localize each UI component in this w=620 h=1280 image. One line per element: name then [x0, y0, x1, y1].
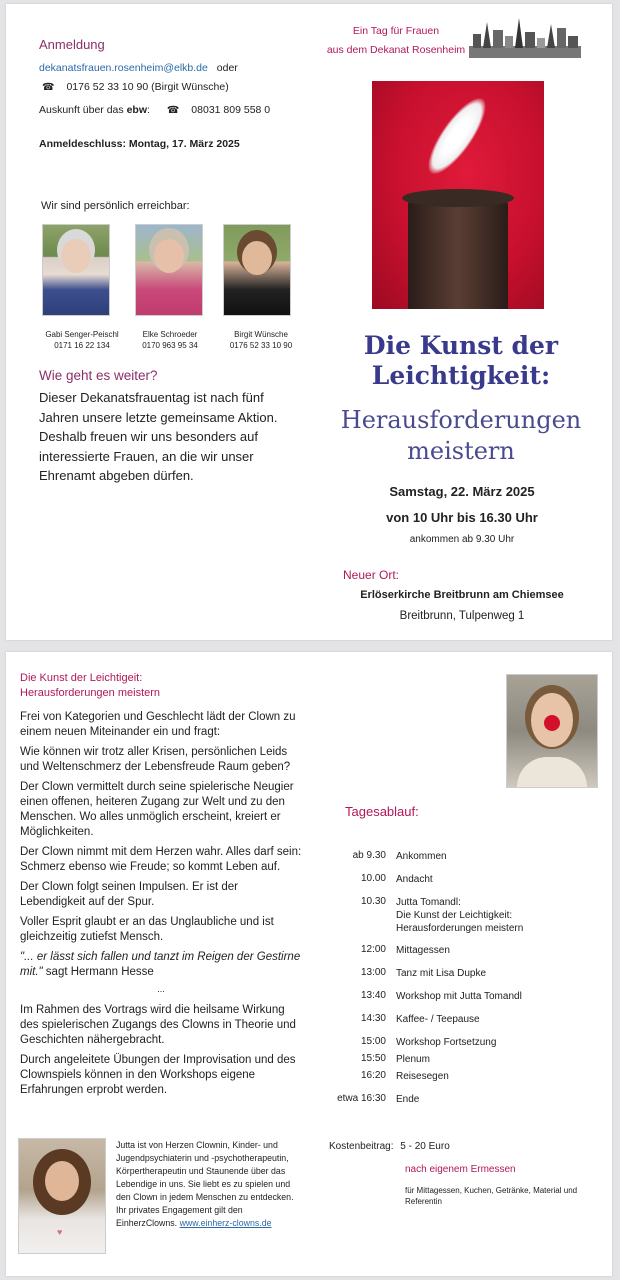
bio-text: Jutta ist von Herzen Clownin, Kinder- und Jugendpsychiaterin und -psychotherapeutin, Körpertherapeutin und Staunende über das Lebendige in uns. Sie liebt es zu spielen und den Clown in jedem Menschen zu entdecken. Ihr privates Engagement gilt den EinherzClowns. [116, 1140, 294, 1228]
subtitle-line2: meistern [407, 437, 515, 465]
paragraph: Durch angeleitete Übungen der Improvisation und des Clownspiels können in den Workshops eigene Erfahrungen erprobt werden. [20, 1054, 296, 1096]
inside-heading [20, 671, 160, 701]
cost-label: Kostenbeitrag: [329, 1141, 394, 1152]
event-title [331, 331, 591, 391]
skyline-image [469, 16, 581, 58]
flyer-page-front [6, 4, 612, 640]
schedule-item: Kaffee- / Teepause [396, 1014, 480, 1025]
schedule-time: 10.30 [360, 896, 386, 907]
tagesablauf-heading: Tagesablauf: [345, 804, 419, 819]
schedule-item: Ende [396, 1094, 420, 1105]
schedule-time: 15:00 [360, 1036, 386, 1047]
schedule-item: Mittagessen [396, 945, 450, 956]
cost-value: 5 - 20 Euro [400, 1141, 450, 1152]
contact-email-line [39, 62, 238, 74]
contact-photo-gabi [42, 224, 110, 316]
jutta-bio [116, 1139, 296, 1230]
schedule-item: Andacht [396, 874, 433, 885]
email-link[interactable]: dekanatsfrauen.rosenheim@elkb.de [39, 62, 208, 74]
quote-author: sagt Hermann Hesse [42, 966, 154, 978]
reachable-heading: Wir sind persönlich erreichbar: [41, 200, 190, 212]
contact-phone: 0170 963 95 34 [142, 341, 198, 350]
schedule-time: 15:50 [360, 1053, 386, 1064]
jutta-photo: ♥ [18, 1138, 106, 1254]
wie-geht-es-weiter-heading: Wie geht es weiter? [39, 368, 158, 383]
contact-name: Gabi Senger-Peischl [45, 330, 119, 339]
description-block [20, 710, 302, 1098]
phone-number: 0176 52 33 10 90 (Birgit Wünsche) [66, 81, 229, 93]
cost-line [329, 1141, 450, 1152]
cost-note: für Mittagessen, Kuchen, Getränke, Material und Referentin [405, 1186, 578, 1206]
venue-address: Breitbrunn, Tulpenweg 1 [399, 610, 525, 622]
paragraph: Voller Esprit glaubt er an das Unglaubliche und ist gleichzeitig zutiefst Mensch. [20, 916, 274, 943]
auskunft-phone: 08031 809 558 0 [191, 104, 271, 116]
title-line2: Leichtigkeit: [371, 361, 551, 390]
event-date: Samstag, 22. März 2025 [389, 484, 535, 499]
phone-icon: ☎ [166, 105, 180, 116]
schedule-time: 13:40 [360, 990, 386, 1001]
paragraph: Der Clown vermittelt durch seine spielerische Neugier einen offenen, heiteren Zugang zur Welt und zu den Menschen. Wo alles unmöglich erscheint, kreiert er Möglichkeiten. [20, 781, 294, 838]
schedule-table [326, 850, 606, 1110]
paragraph: Der Clown nimmt mit dem Herzen wahr. Alles darf sein: Schmerz ebenso wie Freude; so kommt Leben auf. [20, 846, 302, 873]
schedule-item: Plenum [396, 1054, 430, 1065]
phone-icon: ☎ [42, 82, 55, 93]
ellipsis-divider: ... [157, 984, 165, 994]
schedule-item: Workshop Fortsetzung [396, 1037, 497, 1048]
contact-birgit [218, 329, 304, 351]
contact-phone: 0171 16 22 134 [54, 341, 110, 350]
schedule-item-line: Die Kunst der Leichtigkeit: [396, 910, 513, 921]
event-subtitle [316, 405, 606, 467]
schedule-time: 14:30 [360, 1013, 386, 1024]
schedule-time: 13:00 [360, 967, 386, 978]
schedule-time: 12:00 [360, 944, 386, 955]
phone-line [42, 81, 229, 93]
schedule-item [396, 896, 546, 935]
auskunft-suffix: : [146, 104, 150, 116]
einherz-link[interactable]: www.einherz-clowns.de [179, 1218, 272, 1228]
contact-phone: 0176 52 33 10 90 [229, 341, 293, 350]
header-tagline [321, 22, 471, 60]
quote-text: "... er lässt sich fallen und tanzt im Reigen der Gestirne mit." [20, 951, 301, 978]
arrival-time: ankommen ab 9.30 Uhr [409, 534, 515, 545]
event-time: von 10 Uhr bis 16.30 Uhr [386, 510, 538, 525]
contact-elke [130, 329, 210, 351]
subtitle-line1: Herausforderungen [340, 406, 582, 434]
wie-geht-es-weiter-text: Dieser Dekanatsfrauentag ist nach fünf Jahren unsere letzte gemeinsame Aktion. Deshalb freuen wir uns besonders auf interessierte Frauen, an die wir unser Ehrenamt abgeben dürfen. [39, 390, 278, 483]
hesse-quote [20, 950, 302, 980]
registration-deadline: Anmeldeschluss: Montag, 17. März 2025 [39, 138, 240, 150]
contact-gabi [42, 329, 122, 351]
paragraph: Frei von Kategorien und Geschlecht lädt der Clown zu einem neuen Miteinander ein und fragt: [20, 711, 296, 738]
schedule-item-line: Herausforderungen meistern [396, 923, 524, 934]
inside-heading-line2: Herausforderungen meistern [20, 687, 161, 699]
feather-image [372, 81, 544, 309]
inside-heading-line1: Die Kunst der Leichtigeit: [20, 672, 143, 684]
schedule-item: Tanz mit Lisa Dupke [396, 968, 487, 979]
schedule-item: Ankommen [396, 851, 447, 862]
paragraph: Im Rahmen des Vortrags wird die heilsame Wirkung des spielerischen Zugangs des Clowns in Theorie und Geschichten nähergebracht. [20, 1004, 296, 1046]
contact-name: Birgit Wünsche [234, 330, 288, 339]
schedule-time: 16:20 [360, 1070, 386, 1081]
schedule-time: 10.00 [360, 873, 386, 884]
contact-photo-elke [135, 224, 203, 316]
paragraph: Der Clown folgt seinen Impulsen. Er ist der Lebendigkeit auf der Spur. [20, 881, 238, 908]
new-location-label: Neuer Ort: [343, 568, 400, 582]
flyer-page-inside [6, 652, 612, 1276]
schedule-time: etwa 16:30 [337, 1093, 386, 1104]
tagline-line1: Ein Tag für Frauen [352, 25, 440, 37]
title-line1: Die Kunst der [363, 331, 559, 360]
contact-name: Elke Schroeder [142, 330, 198, 339]
oder-text: oder [216, 62, 238, 74]
schedule-item: Workshop mit Jutta Tomandl [396, 991, 522, 1002]
auskunft-prefix: Auskunft über das [39, 104, 127, 116]
anmeldung-heading: Anmeldung [39, 37, 105, 52]
tagline-line2: aus dem Dekanat Rosenheim [326, 44, 466, 56]
cost-discretion: nach eigenem Ermessen [405, 1164, 516, 1175]
clown-photo [506, 674, 598, 788]
venue-name: Erlöserkirche Breitbrunn am Chiemsee [360, 589, 564, 601]
paragraph: Wie können wir trotz aller Krisen, persönlichen Leids und Weltenschmerz der Lebensfreude Raum geben? [20, 746, 291, 773]
auskunft-ebw: ebw [126, 104, 147, 116]
schedule-item: Reisesegen [396, 1071, 449, 1082]
schedule-time: ab 9.30 [352, 850, 386, 861]
auskunft-line [39, 104, 270, 116]
schedule-item-line: Jutta Tomandl: [396, 897, 461, 908]
contact-photo-birgit [223, 224, 291, 316]
